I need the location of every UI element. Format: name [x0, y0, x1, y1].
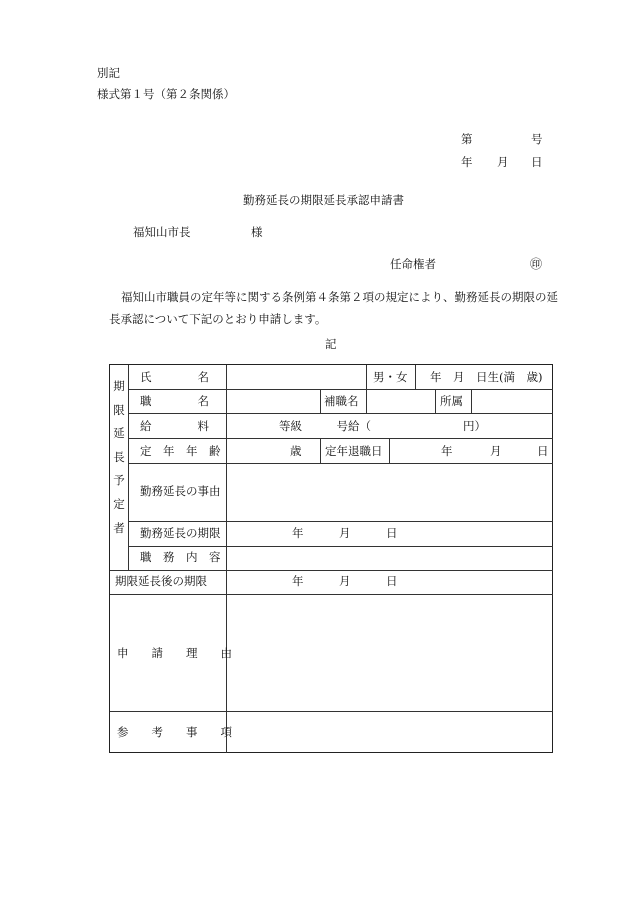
col-line [471, 389, 472, 413]
ki-label: 記 [325, 337, 337, 351]
annex-label: 別記 [97, 66, 120, 80]
gender-options[interactable]: 男・女 [373, 370, 408, 384]
date-month: 月 [497, 155, 509, 169]
row-line [128, 546, 553, 547]
row-line [110, 570, 553, 571]
col-line [226, 365, 227, 753]
document-title: 勤務延長の期限延長承認申請書 [243, 193, 404, 207]
row-line [110, 711, 553, 712]
col-line [366, 365, 367, 389]
retirement-day: 日 [537, 444, 549, 458]
doc-number-go: 号 [531, 132, 543, 146]
period-day: 日 [386, 526, 398, 540]
row-line [128, 463, 553, 464]
birth-date-field: 年 月 日生(満 歳) [430, 370, 543, 384]
name-label: 氏 名 [140, 370, 209, 384]
row-line [128, 413, 553, 414]
row-line [128, 438, 553, 439]
body-text-line2: 長承認について下記のとおり申請します。 [109, 312, 327, 326]
age-unit: 歳 [290, 444, 302, 458]
row-line [128, 521, 553, 522]
row-line [110, 594, 553, 595]
salary-grade-field: 等級 号給（ 円） [279, 419, 486, 433]
side-label-vertical: 期 限 延 長 予 定 者 [113, 379, 125, 535]
seal-mark: ㊞ [530, 257, 543, 271]
applicant-label: 任命権者 [390, 257, 436, 271]
retirement-month: 月 [490, 444, 502, 458]
extension-reason-label: 勤務延長の事由 [140, 484, 221, 498]
doc-number-dai: 第 [461, 132, 473, 146]
reference-label: 参 考 事 項 [117, 725, 232, 739]
salary-label: 給 料 [140, 419, 209, 433]
after-day: 日 [386, 574, 398, 588]
col-line [389, 438, 390, 463]
form-number: 様式第１号（第２条関係） [97, 87, 235, 101]
date-year: 年 [461, 155, 473, 169]
affiliation-label: 所属 [440, 394, 463, 408]
col-line [320, 438, 321, 463]
row-line [128, 389, 553, 390]
after-month: 月 [339, 574, 351, 588]
sub-position-label: 補職名 [324, 394, 359, 408]
period-month: 月 [339, 526, 351, 540]
duties-label: 職 務 内 容 [140, 550, 221, 564]
retirement-age-label: 定 年 年 齢 [140, 444, 221, 458]
col-line [128, 365, 129, 570]
period-year: 年 [292, 526, 304, 540]
col-line [435, 389, 436, 413]
application-form-table [109, 364, 553, 753]
addressee-name: 福知山市長 [133, 225, 191, 239]
after-year: 年 [292, 574, 304, 588]
application-reason-label: 申 請 理 由 [117, 646, 232, 660]
col-line [366, 389, 367, 413]
col-line [415, 365, 416, 389]
body-text-line1: 福知山市職員の定年等に関する条例第４条第２項の規定により、勤務延長の期限の延 [121, 290, 558, 304]
addressee-honorific: 様 [251, 225, 263, 239]
col-line [320, 389, 321, 413]
position-label: 職 名 [140, 394, 209, 408]
after-extension-label: 期限延長後の期限 [115, 574, 207, 588]
extension-period-label: 勤務延長の期限 [140, 526, 221, 540]
retirement-date-label: 定年退職日 [325, 444, 383, 458]
retirement-year: 年 [441, 444, 453, 458]
date-day: 日 [531, 155, 543, 169]
